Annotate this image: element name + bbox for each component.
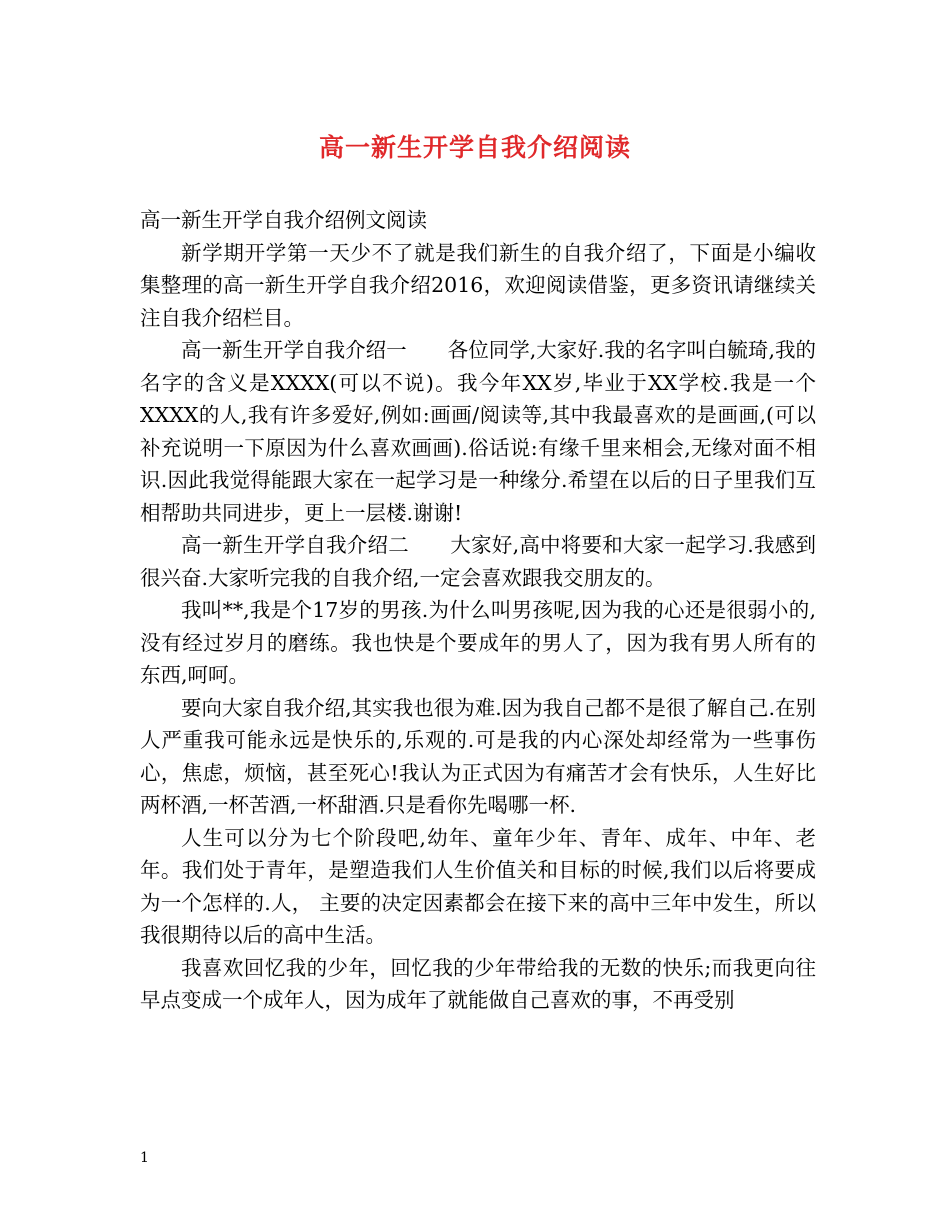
paragraph-intro: 新学期开学第一天少不了就是我们新生的自我介绍了，下面是小编收集整理的高一新生开学自我介绍2016，欢迎阅读借鉴，更多资讯请继续关注自我介绍栏目。: [140, 240, 816, 330]
document-title: 高一新生开学自我介绍阅读: [318, 133, 631, 162]
paragraph-youth: 我喜欢回忆我的少年，回忆我的少年带给我的无数的快乐;而我更向往早点变成一个成年人，因为成年了就能做自己喜欢的事，不再受别: [140, 955, 816, 1012]
document-body: [140, 204, 816, 1017]
paragraph-intro-two: 高一新生开学自我介绍二 大家好,高中将要和大家一起学习.我感到很兴奋.大家听完我的自我介绍,一定会喜欢跟我交朋友的。: [140, 533, 816, 590]
paragraph-life-stages: 人生可以分为七个阶段吧,幼年、童年少年、青年、成年、中年、老年。我们处于青年，是塑造我们人生价值关和目标的时候,我们以后将要成为一个怎样的.人， 主要的决定因素都会在接下来的高中三年中发生，所以我很期待以后的高中生活。: [140, 825, 816, 947]
paragraph-intro-one: 高一新生开学自我介绍一 各位同学,大家好.我的名字叫白毓琦,我的名字的含义是XXXX(可以不说)。我今年XX岁,毕业于XX学校.我是一个XXXX的人,我有许多爱好,例如:画画/阅读等,其中我最喜欢的是画画,(可以补充说明一下原因为什么喜欢画画).俗话说:有缘千里来相会,无缘对面不相识.因此我觉得能跟大家在一起学习是一种缘分.希望在以后的日子里我们互相帮助共同进步，更上一层楼.谢谢!: [140, 338, 816, 525]
page-number: 1: [140, 1150, 149, 1166]
document-subtitle: 高一新生开学自我介绍例文阅读: [140, 208, 427, 232]
paragraph-name: 我叫**,我是个17岁的男孩.为什么叫男孩呢,因为我的心还是很弱小的,没有经过岁月的磨练。我也快是个要成年的男人了，因为我有男人所有的东西,呵呵。: [140, 598, 816, 687]
paragraph-self: 要向大家自我介绍,其实我也很为难.因为我自己都不是很了解自己.在别人严重我可能永远是快乐的,乐观的.可是我的内心深处却经常为一些事伤心，焦虑，烦恼，甚至死心!我认为正式因为有痛苦才会有快乐，人生好比两杯酒,一杯苦酒,一杯甜酒.只是看你先喝哪一杯.: [140, 695, 816, 817]
